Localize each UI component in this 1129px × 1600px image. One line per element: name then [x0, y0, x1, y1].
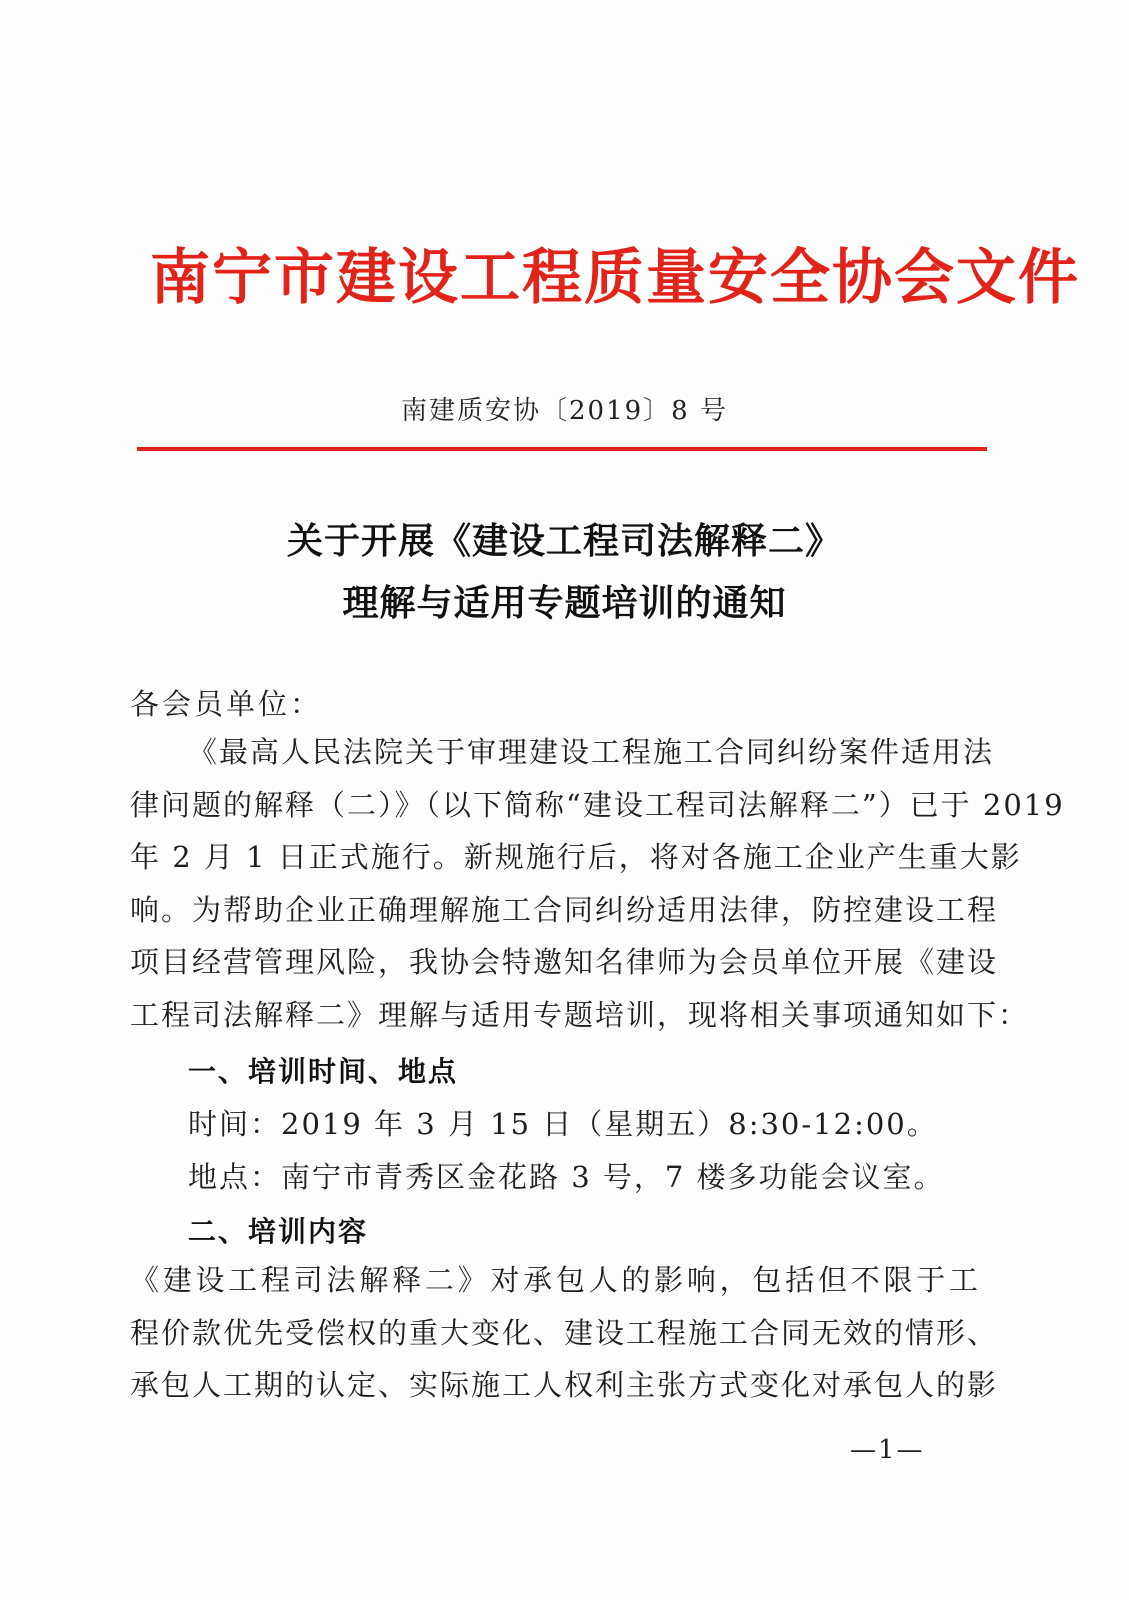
paragraph-line: 工程司法解释二》理解与适用专题培训，现将相关事项通知如下：: [130, 997, 1030, 1032]
training-content-paragraph: [130, 1254, 999, 1412]
paragraph-line: 《建设工程司法解释二》对承包人的影响，包括但不限于工: [130, 1263, 980, 1297]
paragraph-line: 项目经营管理风险，我协会特邀知名律师为会员单位开展《建设: [130, 945, 999, 979]
salutation: 各会员单位：: [130, 687, 323, 721]
paragraph-line: 承包人工期的认定、实际施工人权利主张方式变化对承包人的影: [130, 1368, 999, 1402]
paragraph-line: 年 2 月 1 日正式施行。新规施行后，将对各施工企业产生重大影: [130, 840, 1022, 874]
paragraph-line: 《最高人民法院关于审理建设工程施工合同纠纷案件适用法: [188, 735, 995, 769]
paragraph-line: 响。为帮助企业正确理解施工合同纠纷适用法律，防控建设工程: [130, 892, 999, 927]
section-1-heading: 一、培训时间、地点: [188, 1055, 459, 1088]
paragraph-line: 程价款优先受偿权的重大变化、建设工程施工合同无效的情形、: [130, 1315, 999, 1350]
paragraph-line: 律问题的解释（二）》（以下简称“建设工程司法解释二”）已于 2019: [130, 787, 1065, 822]
training-location: 地点：南宁市青秀区金花路 3 号，7 楼多功能会议室。: [188, 1160, 945, 1194]
document-number: 南建质安协〔2019〕8 号: [401, 396, 728, 426]
red-divider-line: [137, 447, 987, 451]
intro-paragraph: [130, 726, 1065, 1041]
notice-title-line-2: 理解与适用专题培训的通知: [342, 583, 787, 624]
page-number: —1—: [850, 1435, 925, 1465]
section-2-heading: 二、培训内容: [188, 1215, 369, 1248]
issuing-organization-title: 南宁市建设工程质量安全协会文件: [150, 243, 1080, 313]
notice-title-line-1: 关于开展《建设工程司法解释二》: [286, 521, 842, 562]
training-time: 时间：2019 年 3 月 15 日（星期五）8:30-12:00。: [188, 1107, 938, 1141]
